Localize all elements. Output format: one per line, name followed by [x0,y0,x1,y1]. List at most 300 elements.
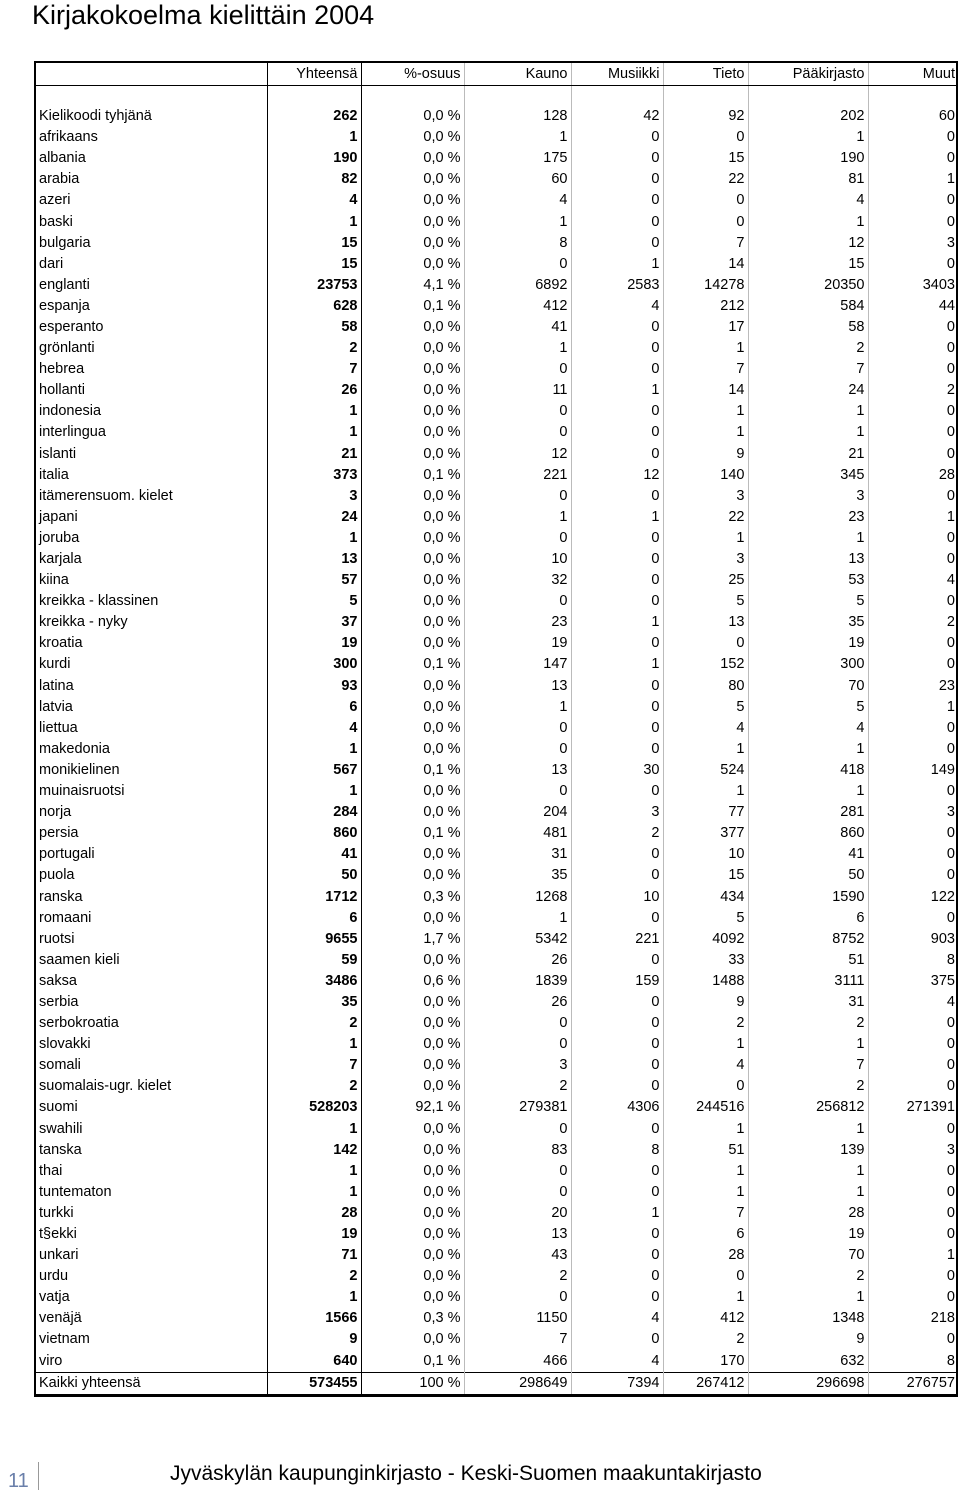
cell-fiction: 0 [464,486,571,507]
cell-nonfiction: 80 [663,676,748,697]
cell-share: 100 % [361,1372,464,1394]
cell-fiction: 2 [464,1266,571,1287]
cell-nonfiction: 244516 [663,1097,748,1118]
cell-main-library: 5 [748,591,868,612]
cell-total: 28 [267,1203,361,1224]
cell-share: 0,3 % [361,886,464,907]
cell-other: 0 [946,424,955,441]
cell-nonfiction: 1 [663,1119,748,1140]
cell-share: 0,0 % [361,844,464,865]
cell-language: kreikka - nyky [39,614,128,631]
cell-share: 0,0 % [361,1245,464,1266]
cell-fiction: 1 [464,211,571,232]
cell-nonfiction: 412 [663,1308,748,1329]
table-row [36,1351,958,1373]
cell-fiction: 3 [464,1055,571,1076]
cell-music: 0 [571,359,663,380]
cell-total: 1712 [267,886,361,907]
cell-share: 0,0 % [361,1203,464,1224]
cell-nonfiction: 17 [663,317,748,338]
cell-total: 284 [267,802,361,823]
cell-total: 142 [267,1140,361,1161]
cell-other: 0 [946,1036,955,1053]
cell-share: 0,0 % [361,1013,464,1034]
cell-other: 0 [946,740,955,757]
cell-music: 4306 [571,1097,663,1118]
cell-language: japani [39,508,78,525]
cell-main-library: 2 [748,1266,868,1287]
cell-other: 0 [946,340,955,357]
cell-nonfiction: 1 [663,739,748,760]
cell-main-library: 300 [748,654,868,675]
cell-fiction: 412 [464,296,571,317]
cell-language: latvia [39,698,73,715]
cell-fiction: 0 [464,422,571,443]
table-row [36,697,958,718]
cell-nonfiction: 14 [663,254,748,275]
table-row [36,1034,958,1055]
header-spacer-row [36,86,958,107]
cell-share: 0,0 % [361,591,464,612]
cell-fiction: 32 [464,570,571,591]
cell-share: 0,0 % [361,317,464,338]
cell-main-library: 632 [748,1351,868,1373]
cell-total: 82 [267,169,361,190]
cell-main-library: 58 [748,317,868,338]
cell-total: 35 [267,992,361,1013]
table-row [36,1013,958,1034]
cell-nonfiction: 377 [663,823,748,844]
cell-fiction: 221 [464,465,571,486]
cell-fiction: 481 [464,823,571,844]
cell-share: 0,0 % [361,1140,464,1161]
cell-nonfiction: 28 [663,1245,748,1266]
cell-language: ranska [39,888,83,905]
cell-music: 1 [571,1203,663,1224]
cell-language: saamen kieli [39,951,120,968]
table-row [36,865,958,886]
cell-fiction: 2 [464,1076,571,1097]
cell-nonfiction: 7 [663,1203,748,1224]
table-row [36,570,958,591]
cell-main-library: 24 [748,380,868,401]
cell-nonfiction: 1488 [663,971,748,992]
cell-share: 0,0 % [361,1182,464,1203]
cell-total: 2 [267,1076,361,1097]
cell-other: 0 [946,255,955,272]
cell-main-library: 2 [748,1013,868,1034]
cell-share: 0,0 % [361,401,464,422]
cell-main-library: 1348 [748,1308,868,1329]
cell-music: 0 [571,148,663,169]
cell-share: 0,0 % [361,380,464,401]
cell-total: 5 [267,591,361,612]
cell-total: 3486 [267,971,361,992]
cell-language: kroatia [39,635,83,652]
cell-total: 573455 [267,1372,361,1394]
cell-music: 0 [571,549,663,570]
cell-share: 0,1 % [361,465,464,486]
cell-music: 2583 [571,275,663,296]
cell-language: serbokroatia [39,1015,119,1032]
cell-total: 628 [267,296,361,317]
cell-language: islanti [39,445,77,462]
cell-language: muinaisruotsi [39,783,125,800]
footer-publisher: Jyväskylän kaupunginkirjasto - Keski-Suomen maakuntakirjasto [170,1462,762,1485]
table-row [36,971,958,992]
cell-fiction: 1 [464,507,571,528]
cell-share: 4,1 % [361,275,464,296]
cell-other: 0 [946,846,955,863]
cell-other: 8 [946,951,955,968]
cell-fiction: 23 [464,612,571,633]
cell-fiction: 31 [464,844,571,865]
cell-language: italia [39,466,69,483]
cell-fiction: 0 [464,718,571,739]
cell-total: 7 [267,359,361,380]
cell-music: 0 [571,992,663,1013]
cell-total: 2 [267,1266,361,1287]
collection-table [36,63,958,1394]
cell-other: 0 [946,1057,955,1074]
cell-fiction: 0 [464,739,571,760]
cell-share: 0,1 % [361,654,464,675]
header-other: Muut [868,63,958,86]
cell-total: 4 [267,718,361,739]
cell-language: espanja [39,297,90,314]
cell-music: 0 [571,1266,663,1287]
cell-other: 0 [946,1268,955,1285]
table-row [36,528,958,549]
cell-main-library: 1 [748,1182,868,1203]
cell-fiction: 0 [464,591,571,612]
cell-total: 528203 [267,1097,361,1118]
cell-music: 221 [571,929,663,950]
cell-total: 1 [267,739,361,760]
cell-total: 19 [267,633,361,654]
cell-main-library: 281 [748,802,868,823]
cell-main-library: 70 [748,1245,868,1266]
cell-main-library: 20350 [748,275,868,296]
cell-nonfiction: 77 [663,802,748,823]
table-row [36,359,958,380]
cell-music: 0 [571,127,663,148]
cell-language: hollanti [39,382,85,399]
cell-nonfiction: 22 [663,169,748,190]
cell-language: latina [39,677,74,694]
table-row [36,296,958,317]
cell-main-library: 584 [748,296,868,317]
cell-main-library: 4 [748,190,868,211]
cell-main-library: 1 [748,401,868,422]
cell-nonfiction: 1 [663,1287,748,1308]
cell-total: 71 [267,1245,361,1266]
cell-nonfiction: 33 [663,950,748,971]
cell-nonfiction: 15 [663,865,748,886]
cell-fiction: 83 [464,1140,571,1161]
cell-language: azeri [39,192,71,209]
cell-nonfiction: 0 [663,633,748,654]
cell-total: 26 [267,380,361,401]
cell-total: 640 [267,1351,361,1373]
cell-share: 0,0 % [361,865,464,886]
cell-other: 0 [946,192,955,209]
cell-nonfiction: 152 [663,654,748,675]
cell-language: saksa [39,972,77,989]
cell-music: 0 [571,422,663,443]
cell-total: 57 [267,570,361,591]
cell-share: 0,0 % [361,992,464,1013]
cell-share: 0,0 % [361,444,464,465]
cell-other: 218 [930,1310,955,1327]
cell-main-library: 1 [748,1161,868,1182]
cell-fiction: 26 [464,950,571,971]
cell-other: 276757 [868,1372,958,1394]
table-row [36,1203,958,1224]
cell-other: 3 [946,1141,955,1158]
cell-total: 7 [267,1055,361,1076]
cell-music: 0 [571,676,663,697]
table-row [36,1055,958,1076]
cell-music: 0 [571,718,663,739]
cell-main-library: 19 [748,633,868,654]
cell-total: 13 [267,549,361,570]
cell-music: 1 [571,254,663,275]
cell-main-library: 7 [748,359,868,380]
cell-total: 1 [267,422,361,443]
cell-music: 0 [571,1224,663,1245]
cell-total: 1 [267,1119,361,1140]
table-row [36,486,958,507]
table-header-row [36,63,958,86]
cell-fiction: 1839 [464,971,571,992]
cell-nonfiction: 0 [663,190,748,211]
cell-music: 0 [571,697,663,718]
cell-total: 6 [267,697,361,718]
cell-other: 44 [938,297,955,314]
cell-fiction: 147 [464,654,571,675]
cell-language: urdu [39,1268,69,1285]
table-row [36,950,958,971]
table-row [36,1140,958,1161]
cell-language: norja [39,804,72,821]
cell-main-library: 139 [748,1140,868,1161]
cell-language: Kielikoodi tyhjänä [39,108,152,125]
cell-fiction: 279381 [464,1097,571,1118]
cell-share: 0,0 % [361,148,464,169]
table-row [36,886,958,907]
cell-fiction: 298649 [464,1372,571,1394]
cell-other: 149 [930,761,955,778]
cell-other: 0 [946,719,955,736]
cell-other: 0 [946,1204,955,1221]
cell-language: t§ekki [39,1226,77,1243]
cell-music: 0 [571,338,663,359]
cell-share: 0,6 % [361,971,464,992]
cell-total: 1 [267,127,361,148]
cell-other: 2 [946,382,955,399]
table-row [36,254,958,275]
cell-other: 0 [946,1015,955,1032]
table-row [36,275,958,296]
cell-music: 0 [571,570,663,591]
table-row [36,1161,958,1182]
cell-main-library: 5 [748,697,868,718]
cell-fiction: 1 [464,908,571,929]
cell-share: 0,0 % [361,254,464,275]
table-row [36,992,958,1013]
cell-language: hebrea [39,361,85,378]
cell-main-library: 28 [748,1203,868,1224]
cell-main-library: 8752 [748,929,868,950]
cell-language: englanti [39,276,90,293]
table-row [36,233,958,254]
cell-language: liettua [39,719,78,736]
cell-total: 41 [267,844,361,865]
page-title: Kirjakokoelma kielittäin 2004 [32,0,375,30]
cell-language: somali [39,1057,81,1074]
cell-nonfiction: 14278 [663,275,748,296]
cell-other: 1 [946,698,955,715]
table-row [36,739,958,760]
cell-main-library: 190 [748,148,868,169]
cell-share: 0,0 % [361,633,464,654]
cell-nonfiction: 9 [663,444,748,465]
cell-language: Kaikki yhteensä [36,1372,267,1394]
table-row [36,929,958,950]
cell-fiction: 26 [464,992,571,1013]
cell-fiction: 0 [464,1182,571,1203]
cell-nonfiction: 7 [663,233,748,254]
cell-other: 0 [946,1331,955,1348]
cell-share: 0,0 % [361,169,464,190]
cell-other: 0 [946,213,955,230]
table-row [36,444,958,465]
cell-nonfiction: 3 [663,486,748,507]
cell-language: afrikaans [39,129,98,146]
cell-total: 37 [267,612,361,633]
cell-total: 1 [267,401,361,422]
table-row [36,781,958,802]
cell-music: 0 [571,950,663,971]
cell-other: 0 [946,909,955,926]
cell-share: 0,0 % [361,338,464,359]
cell-main-library: 21 [748,444,868,465]
cell-share: 0,0 % [361,1287,464,1308]
cell-other: 0 [946,635,955,652]
cell-language: portugali [39,846,95,863]
cell-total: 21 [267,444,361,465]
cell-language: karjala [39,551,82,568]
cell-nonfiction: 170 [663,1351,748,1373]
cell-total: 1 [267,1034,361,1055]
cell-share: 0,0 % [361,549,464,570]
cell-other: 0 [946,867,955,884]
cell-nonfiction: 6 [663,1224,748,1245]
cell-share: 0,0 % [361,1055,464,1076]
cell-language: romaani [39,909,92,926]
cell-nonfiction: 1 [663,781,748,802]
cell-total: 9655 [267,929,361,950]
cell-other: 28 [938,466,955,483]
cell-share: 0,3 % [361,1308,464,1329]
cell-fiction: 0 [464,1013,571,1034]
cell-music: 0 [571,1076,663,1097]
table-row [36,338,958,359]
cell-main-library: 35 [748,612,868,633]
cell-other: 1 [946,171,955,188]
cell-music: 0 [571,317,663,338]
cell-music: 0 [571,1287,663,1308]
cell-other: 3403 [922,276,955,293]
cell-other: 0 [946,529,955,546]
cell-other: 0 [946,445,955,462]
cell-main-library: 418 [748,760,868,781]
cell-language: makedonia [39,740,110,757]
cell-music: 0 [571,401,663,422]
cell-main-library: 1 [748,1119,868,1140]
cell-language: swahili [39,1120,83,1137]
cell-total: 15 [267,233,361,254]
table-row [36,1287,958,1308]
cell-fiction: 35 [464,865,571,886]
cell-other: 0 [946,129,955,146]
cell-music: 1 [571,612,663,633]
cell-other: 2 [946,614,955,631]
cell-share: 0,0 % [361,612,464,633]
cell-fiction: 10 [464,549,571,570]
cell-fiction: 41 [464,317,571,338]
cell-main-library: 202 [748,106,868,127]
cell-total: 2 [267,1013,361,1034]
cell-total: 1 [267,528,361,549]
table-row [36,1329,958,1350]
cell-fiction: 20 [464,1203,571,1224]
cell-fiction: 175 [464,148,571,169]
cell-language: unkari [39,1247,79,1264]
cell-nonfiction: 0 [663,211,748,232]
cell-fiction: 1 [464,338,571,359]
page-number: 11 [8,1470,29,1492]
cell-language: persia [39,825,79,842]
cell-other: 0 [946,1162,955,1179]
cell-fiction: 0 [464,359,571,380]
cell-language: vatja [39,1289,70,1306]
cell-nonfiction: 1 [663,1161,748,1182]
cell-main-library: 3111 [748,971,868,992]
cell-main-library: 23 [748,507,868,528]
cell-share: 0,0 % [361,127,464,148]
cell-language: tanska [39,1141,82,1158]
cell-language: ruotsi [39,930,75,947]
cell-share: 0,0 % [361,1076,464,1097]
cell-fiction: 8 [464,233,571,254]
cell-language: slovakki [39,1036,91,1053]
cell-nonfiction: 5 [663,697,748,718]
cell-fiction: 0 [464,254,571,275]
cell-main-library: 53 [748,570,868,591]
cell-fiction: 1268 [464,886,571,907]
cell-total: 15 [267,254,361,275]
cell-other: 0 [946,1226,955,1243]
cell-share: 0,0 % [361,190,464,211]
cell-other: 0 [946,593,955,610]
cell-music: 4 [571,1308,663,1329]
cell-music: 30 [571,760,663,781]
cell-other: 0 [946,1078,955,1095]
cell-other: 4 [946,993,955,1010]
cell-main-library: 81 [748,169,868,190]
